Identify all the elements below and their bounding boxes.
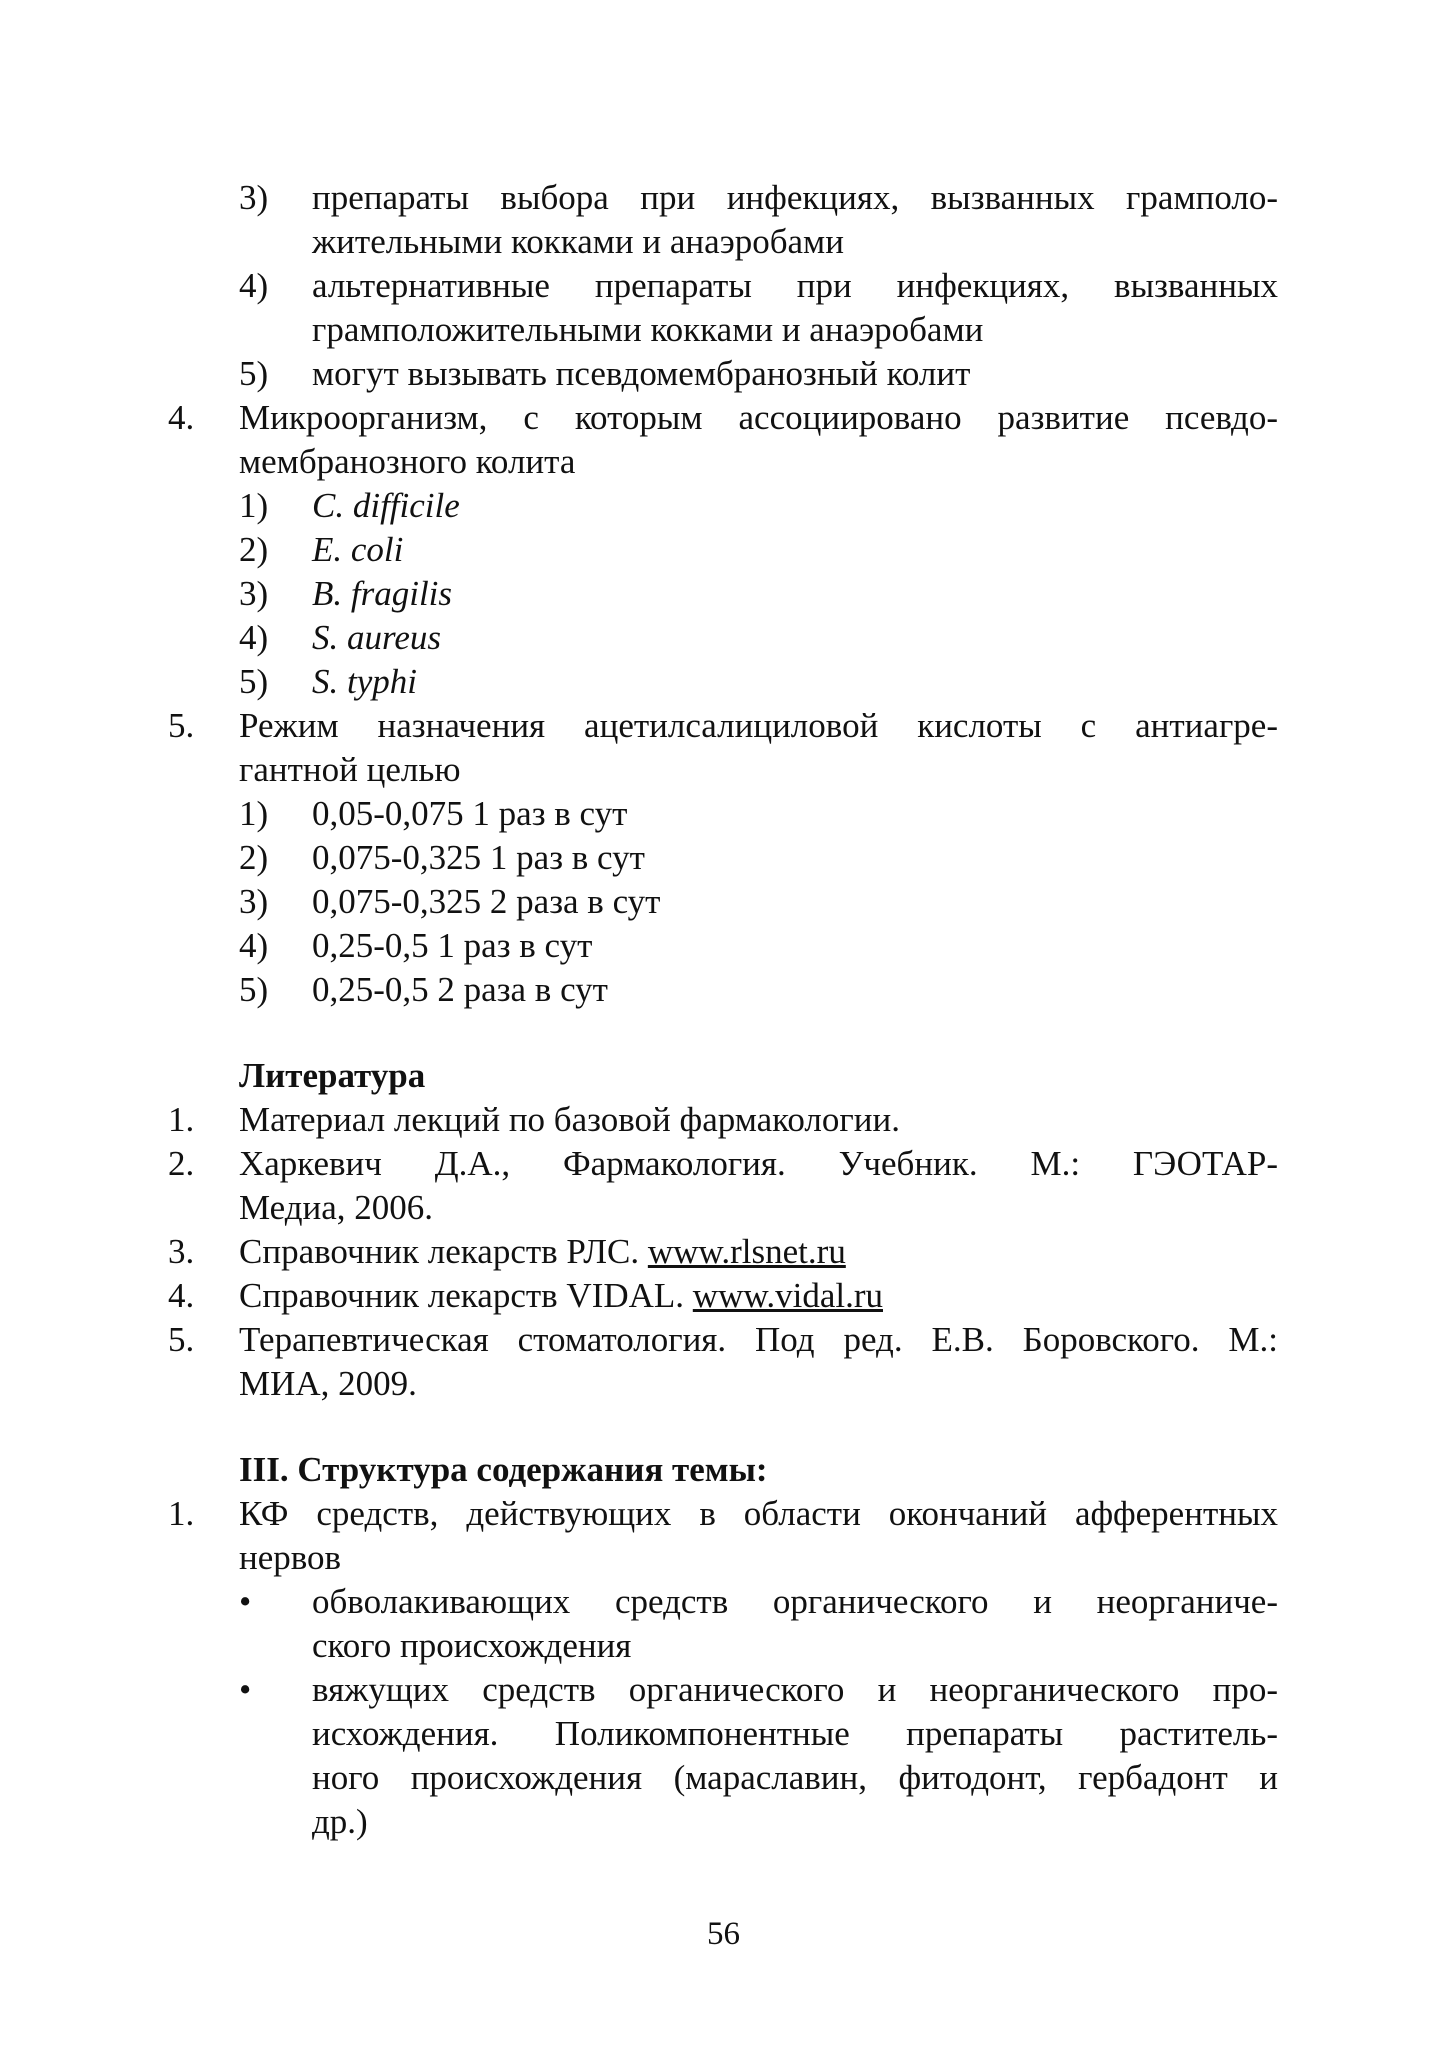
literature-section: Литература 1. Материал лекций по базовой фармакологии. 2. Харкевич Д.А., Фармакология. Учебник. М.: ГЭОТАР- Медиа, 2006. 3. Справочник лекарств РЛС. www.rlsnet.ru 4. Справочник лекарств VIDAL. www.vidal.ru 5. Терапевтическая стоматология. Под ред. Е.В. Боровского. М.: МИА, 2009. bbox=[168, 1056, 1278, 1403]
answer-option: 1) C. difficile bbox=[239, 486, 460, 525]
answer-option: 5) 0,25-0,5 2 раза в сут bbox=[239, 970, 608, 1009]
answer-option: 2) 0,075-0,325 1 раз в сут bbox=[239, 838, 645, 877]
page-number: 56 bbox=[707, 1916, 740, 1952]
answer-option: 1) 0,05-0,075 1 раз в сут bbox=[239, 794, 628, 833]
option-number: 3) bbox=[239, 178, 269, 217]
option-number: 4) bbox=[239, 266, 269, 305]
option-text: могут вызывать псевдомембранозный колит bbox=[312, 354, 971, 393]
literature-item: 2. Харкевич Д.А., Фармакология. Учебник. М.: ГЭОТАР- bbox=[168, 1144, 1278, 1183]
structure-section: III. Структура содержания темы: 1. КФ средств, действующих в области окончаний афферентных нервов • обволакивающих средств органического и неорганиче- ского происхождения • вяжущих средств органического и неорганического про- исхождения. Поликомпонентные препараты раститель- ного происхождения (мараславин, фитодонт, гербадонт и др.) bbox=[168, 1450, 1278, 1841]
question-text: гантной целью bbox=[239, 750, 461, 789]
literature-heading: Литература bbox=[239, 1056, 426, 1095]
bullet-marker: • bbox=[239, 1582, 252, 1621]
question-text: мембранозного колита bbox=[239, 442, 576, 481]
vidal-link[interactable]: www.vidal.ru bbox=[692, 1276, 883, 1315]
question-text: Микроорганизм, с которым ассоциировано развитие псевдо- bbox=[239, 398, 1278, 437]
option-text: альтернативные препараты при инфекциях, вызванных bbox=[312, 266, 1278, 305]
structure-item: 1. КФ средств, действующих в области окончаний афферентных bbox=[168, 1494, 1278, 1533]
literature-item: 1. Материал лекций по базовой фармакологии. bbox=[168, 1100, 900, 1139]
answer-option: 2) E. coli bbox=[239, 530, 404, 569]
q3-option bbox=[168, 176, 1278, 264]
literature-item: 4. Справочник лекарств VIDAL. www.vidal.ru bbox=[168, 1276, 883, 1315]
bullet-item: • вяжущих средств органического и неорганического про- bbox=[168, 1668, 1278, 1712]
bullet-item: • обволакивающих средств органического и неорганиче- bbox=[168, 1580, 1278, 1624]
rlsnet-link[interactable]: www.rlsnet.ru bbox=[647, 1232, 846, 1271]
question-5 bbox=[168, 704, 1278, 1012]
option-number: 5) bbox=[239, 354, 269, 393]
answer-option: 3) 0,075-0,325 2 раза в сут bbox=[239, 882, 661, 921]
question-4 bbox=[168, 396, 1278, 704]
question-number: 5. bbox=[168, 706, 195, 745]
literature-item: 5. Терапевтическая стоматология. Под ред. Е.В. Боровского. М.: bbox=[168, 1320, 1278, 1359]
structure-heading: III. Структура содержания темы: bbox=[239, 1450, 768, 1489]
option-text: грамположительными кокками и анаэробами bbox=[312, 310, 984, 349]
bullet-marker: • bbox=[239, 1670, 252, 1709]
q3-option bbox=[168, 264, 1278, 352]
answer-option: 4) S. aureus bbox=[239, 618, 441, 657]
option-text: жительными кокками и анаэробами bbox=[312, 222, 844, 261]
q3-option bbox=[168, 352, 1278, 396]
question-text: Режим назначения ацетилсалициловой кислоты с антиагре- bbox=[239, 706, 1278, 745]
answer-option: 3) B. fragilis bbox=[239, 574, 453, 613]
page-content bbox=[168, 176, 1278, 1844]
answer-option: 5) S. typhi bbox=[239, 662, 417, 701]
literature-item: 3. Справочник лекарств РЛС. www.rlsnet.ru bbox=[168, 1232, 846, 1271]
answer-option: 4) 0,25-0,5 1 раз в сут bbox=[239, 926, 593, 965]
option-text: препараты выбора при инфекциях, вызванных грамполо- bbox=[312, 178, 1278, 217]
question-number: 4. bbox=[168, 398, 195, 437]
